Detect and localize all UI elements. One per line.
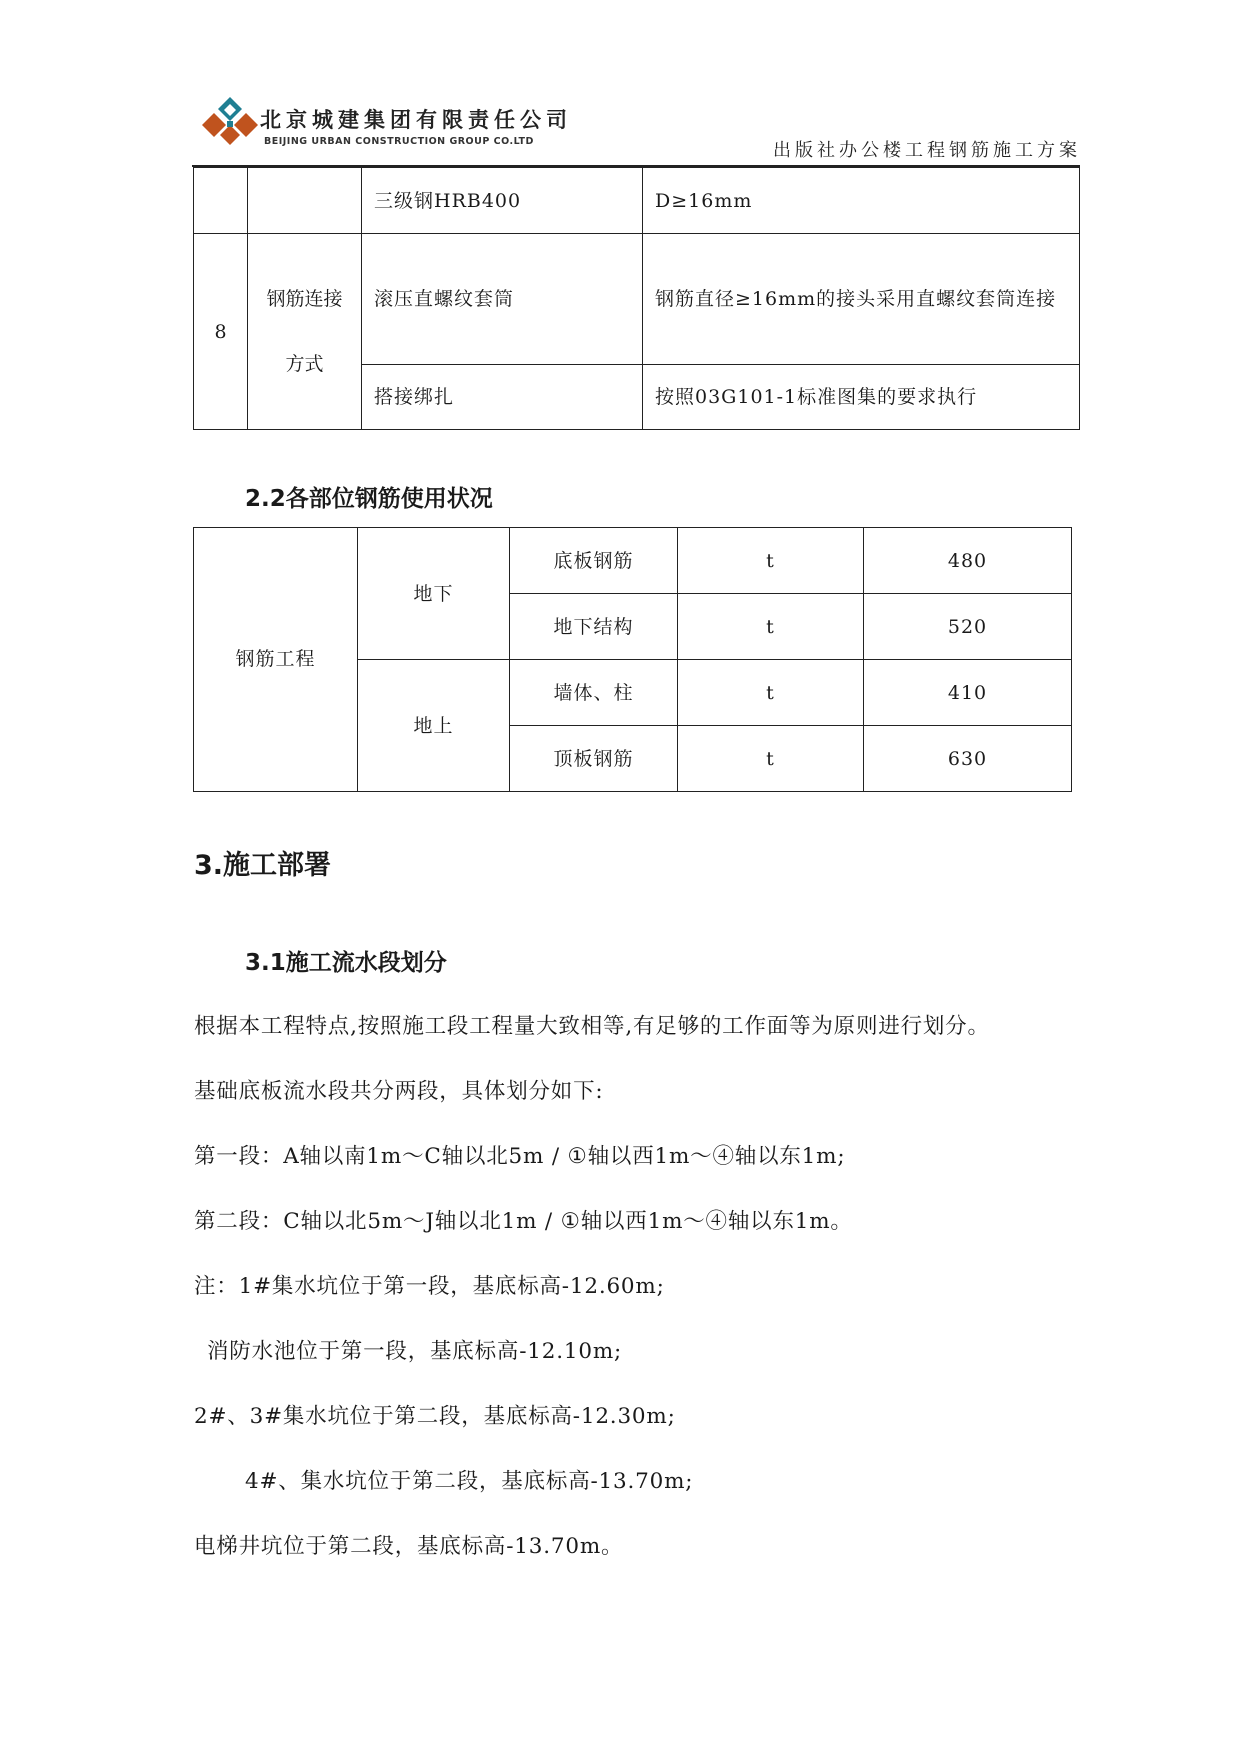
table-cell: 410 — [864, 660, 1072, 726]
group-cell: 地上 — [358, 660, 510, 792]
section-heading-3: 3.施工部署 — [194, 850, 332, 881]
table-cell: 滚压直螺纹套筒 — [362, 234, 643, 365]
paragraph: 2#、3#集水坑位于第二段，基底标高-12.30m; — [194, 1404, 676, 1429]
table-cell: 按照03G101-1标准图集的要求执行 — [643, 365, 1080, 430]
paragraph: 电梯井坑位于第二段，基底标高-13.70m。 — [194, 1534, 624, 1559]
table-cell: 520 — [864, 594, 1072, 660]
paragraph: 注：1#集水坑位于第一段，基底标高-12.60m; — [194, 1274, 665, 1299]
table-cell: 搭接绑扎 — [362, 365, 643, 430]
category-cell: 钢筋工程 — [194, 528, 358, 792]
paragraph: 根据本工程特点,按照施工段工程量大致相等,有足够的工作面等为原则进行划分。 — [194, 1014, 990, 1039]
table-row — [194, 168, 1080, 234]
paragraph: 第二段：C轴以北5m～J轴以北1m / ①轴以西1m～④轴以东1m。 — [194, 1209, 853, 1234]
table-cell: t — [678, 594, 864, 660]
table-cell: 630 — [864, 726, 1072, 792]
table-cell: 钢筋直径≥16mm的接头采用直螺纹套筒连接 — [643, 234, 1080, 365]
company-name-en: BEIJING URBAN CONSTRUCTION GROUP CO.LTD — [264, 136, 534, 147]
rebar-spec-table — [193, 167, 1080, 430]
section-heading-2-2: 2.2各部位钢筋使用状况 — [245, 486, 493, 512]
table-cell: 三级钢HRB400 — [362, 168, 643, 234]
company-logo-icon — [200, 95, 260, 147]
section-heading-3-1: 3.1施工流水段划分 — [245, 950, 447, 976]
table-cell — [194, 168, 248, 234]
paragraph: 4#、集水坑位于第二段，基底标高-13.70m; — [245, 1469, 694, 1494]
table-cell: 底板钢筋 — [510, 528, 678, 594]
company-name-cn: 北京城建集团有限责任公司 — [260, 108, 572, 132]
paragraph: 基础底板流水段共分两段，具体划分如下: — [194, 1079, 604, 1104]
table-row — [194, 234, 1080, 365]
table-cell: t — [678, 660, 864, 726]
table-cell: t — [678, 528, 864, 594]
table-cell — [248, 168, 362, 234]
document-title: 出版社办公楼工程钢筋施工方案 — [773, 140, 1081, 161]
table-cell: 480 — [864, 528, 1072, 594]
table-cell: 地下结构 — [510, 594, 678, 660]
table-row — [194, 528, 1072, 594]
rebar-usage-table — [193, 527, 1072, 792]
table-cell: 顶板钢筋 — [510, 726, 678, 792]
group-cell: 地下 — [358, 528, 510, 660]
item-name: 钢筋连接方式 — [248, 234, 362, 430]
paragraph: 第一段：A轴以南1m～C轴以北5m / ①轴以西1m～④轴以东1m; — [194, 1144, 846, 1169]
item-number: 8 — [194, 234, 248, 430]
table-cell: t — [678, 726, 864, 792]
table-cell: D≥16mm — [643, 168, 1080, 234]
table-cell: 墙体、柱 — [510, 660, 678, 726]
paragraph: 消防水池位于第一段，基底标高-12.10m; — [207, 1339, 623, 1364]
